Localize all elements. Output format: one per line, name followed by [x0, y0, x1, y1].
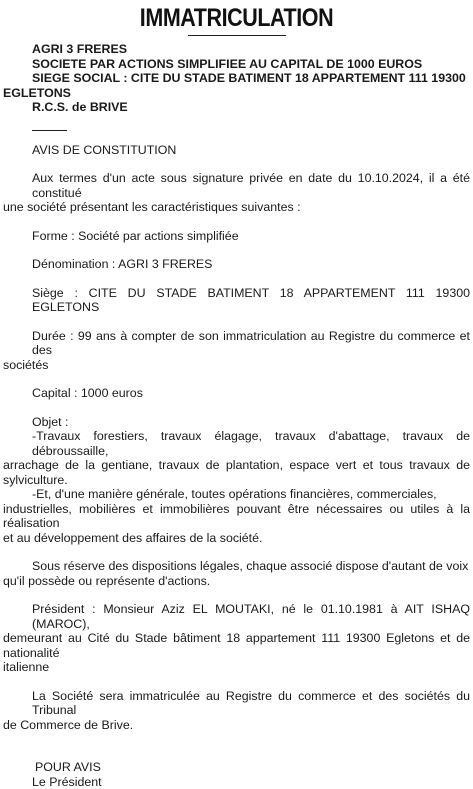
company-header: [3, 42, 470, 115]
objet-line-1a: -Travaux forestiers, travaux élagage, travaux d'abattage, travaux de débroussaille,: [3, 429, 470, 458]
duree-line-1: Durée : 99 ans à compter de son immatriculation au Registre du commerce et des: [3, 329, 470, 358]
intro-line-2: une société présentant les caractéristiques suivantes :: [3, 200, 470, 215]
objet-label: Objet :: [3, 415, 470, 430]
notice-title: IMMATRICULATION: [36, 4, 438, 32]
immat-line-2: de Commerce de Brive.: [3, 718, 470, 733]
title-underline: [188, 35, 286, 36]
signature-block: [3, 760, 470, 789]
separator-rule: [32, 130, 67, 131]
siege-line: Siège : CITE DU STADE BATIMENT 18 APPARTEMENT 111 19300 EGLETONS: [3, 286, 470, 315]
intro-line-1: Aux termes d'un acte sous signature privée en date du 10.10.2024, il a été constitué: [3, 171, 470, 200]
forme-line: Forme : Société par actions simplifiée: [3, 229, 470, 244]
pour-avis: POUR AVIS: [3, 760, 470, 775]
intro-paragraph: [3, 171, 470, 215]
signatory-role: Le Président: [3, 775, 470, 789]
vote-line-1: Sous réserve des dispositions légales, chaque associé dispose d'autant de voix: [3, 559, 470, 574]
company-name: AGRI 3 FRERES: [3, 42, 470, 57]
president-line-3: italienne: [3, 660, 470, 675]
company-rcs: R.C.S. de BRIVE: [3, 100, 470, 115]
president-line-2: demeurant au Cité du Stade bâtiment 18 appartement 111 19300 Egletons et de nationalité: [3, 631, 470, 660]
duree-paragraph: [3, 329, 470, 373]
company-form: SOCIETE PAR ACTIONS SIMPLIFIEE AU CAPITAL DE 1000 EUROS: [3, 57, 470, 72]
objet-line-1b: arrachage de la gentiane, travaux de plantation, espace vert et tous travaux de sylviculture.: [3, 458, 470, 487]
immat-line-1: La Société sera immatriculée au Registre du commerce et des sociétés du Tribunal: [3, 689, 470, 718]
denomination-line: Dénomination : AGRI 3 FRERES: [3, 257, 470, 272]
capital-line: Capital : 1000 euros: [3, 386, 470, 401]
duree-line-2: sociétés: [3, 358, 470, 373]
legal-notice: [0, 4, 473, 721]
president-line-1: Président : Monsieur Aziz EL MOUTAKI, né le 01.10.1981 à AIT ISHAQ (MAROC),: [3, 602, 470, 631]
company-siege-line2: EGLETONS: [3, 86, 470, 101]
company-siege-line1: SIEGE SOCIAL : CITE DU STADE BATIMENT 18 APPARTEMENT 111 19300: [3, 71, 470, 86]
objet-line-2a: -Et, d'une manière générale, toutes opérations financières, commerciales,: [3, 487, 470, 502]
objet-paragraph: [3, 415, 470, 546]
objet-line-2b: industrielles, mobilières et immobilières pouvant être nécessaires ou utiles à la réalisation: [3, 502, 470, 531]
avis-heading: AVIS DE CONSTITUTION: [3, 143, 470, 158]
objet-line-2c: et au développement des affaires de la société.: [3, 531, 470, 546]
vote-line-2: qu'il possède ou représente d'actions.: [3, 574, 470, 589]
immatriculation-paragraph: [3, 689, 470, 733]
vote-paragraph: [3, 559, 470, 588]
president-paragraph: [3, 602, 470, 675]
